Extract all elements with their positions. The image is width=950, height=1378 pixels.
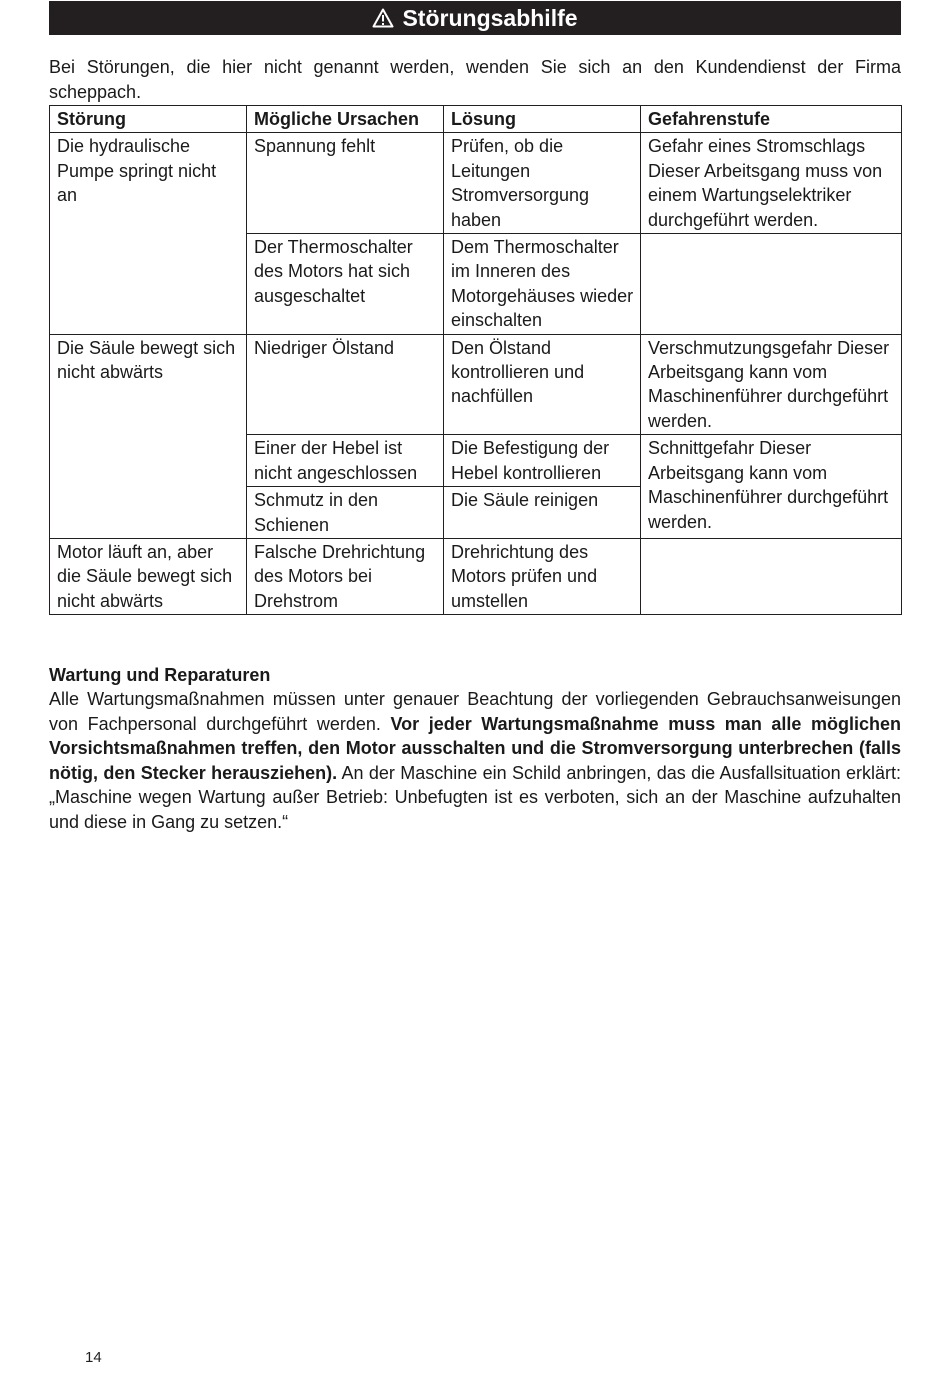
cell-loesung: Dem Thermoschalter im Inneren des Motorgehäuses wieder einschalten <box>444 234 641 335</box>
cell-loesung: Den Ölstand kontrollieren und nachfüllen <box>444 334 641 435</box>
header-gefahrenstufe: Gefahrenstufe <box>641 106 902 133</box>
header-stoerung: Störung <box>50 106 247 133</box>
cell-ursache: Schmutz in den Schienen <box>247 487 444 539</box>
cell-gefahr <box>641 538 902 614</box>
intro-text: Bei Störungen, die hier nicht genannt werden, wenden Sie sich an den Kundendienst der Firma scheppach. <box>49 57 901 102</box>
page-number: 14 <box>85 1349 102 1366</box>
cell-gefahr <box>641 234 902 335</box>
cell-loesung: Die Befestigung der Hebel kontrollieren <box>444 435 641 487</box>
cell-stoerung: Die hydraulische Pumpe springt nicht an <box>50 133 247 334</box>
cell-ursache: Spannung fehlt <box>247 133 444 234</box>
cell-stoerung: Die Säule bewegt sich nicht abwärts <box>50 334 247 538</box>
warning-triangle-icon <box>372 8 394 28</box>
table-header-row <box>50 106 902 133</box>
cell-gefahr: Schnittgefahr Dieser Arbeitsgang kann vom Maschinenführer durchgeführt werden. <box>641 435 902 539</box>
header-loesung: Lösung <box>444 106 641 133</box>
cell-loesung: Drehrichtung des Motors prüfen und umstellen <box>444 538 641 614</box>
troubleshooting-table <box>49 105 902 615</box>
page-title: Störungsabhilfe <box>402 4 578 31</box>
cell-ursache: Einer der Hebel ist nicht angeschlossen <box>247 435 444 487</box>
maintenance-text-part1: Alle Wartungsmaßnahmen müssen unter genauer Beachtung der vorliegenden Gebrauchsanweisungen von Fachpersonal durchgeführt werden. <box>49 689 901 734</box>
table-row <box>50 538 902 614</box>
table-row <box>50 334 902 435</box>
maintenance-text-part2: An der Maschine ein Schild anbringen, das die Ausfallsituation erklärt: „Maschine wegen Wartung außer Betrieb: Unbefugten ist es verboten, sich an der Maschine aufzuhalten und diese in Gang zu setzen.“ <box>49 762 901 832</box>
header-ursachen: Mögliche Ursachen <box>247 106 444 133</box>
maintenance-text <box>49 687 901 834</box>
cell-ursache: Niedriger Ölstand <box>247 334 444 435</box>
cell-loesung: Die Säule reinigen <box>444 487 641 539</box>
maintenance-heading: Wartung und Reparaturen <box>49 665 271 685</box>
cell-gefahr: Gefahr eines Stromschlags Dieser Arbeitsgang muss von einem Wartungselektriker durchgeführt werden. <box>641 133 902 234</box>
cell-ursache: Der Thermoschalter des Motors hat sich ausgeschaltet <box>247 234 444 335</box>
cell-loesung: Prüfen, ob die Leitungen Stromversorgung haben <box>444 133 641 234</box>
table-row <box>50 133 902 234</box>
section-header <box>49 1 901 35</box>
cell-ursache: Falsche Drehrichtung des Motors bei Drehstrom <box>247 538 444 614</box>
cell-gefahr: Verschmutzungsgefahr Dieser Arbeitsgang kann vom Maschinenführer durchgeführt werden. <box>641 334 902 435</box>
maintenance-text-bold: Vor jeder Wartungsmaßnahme muss man alle möglichen Vorsichtsmaßnahmen treffen, den Motor ausschalten und die Stromversorgung unterbrechen (falls nötig, den Stecker herausziehen). <box>49 713 901 783</box>
cell-stoerung: Motor läuft an, aber die Säule bewegt sich nicht abwärts <box>50 538 247 614</box>
